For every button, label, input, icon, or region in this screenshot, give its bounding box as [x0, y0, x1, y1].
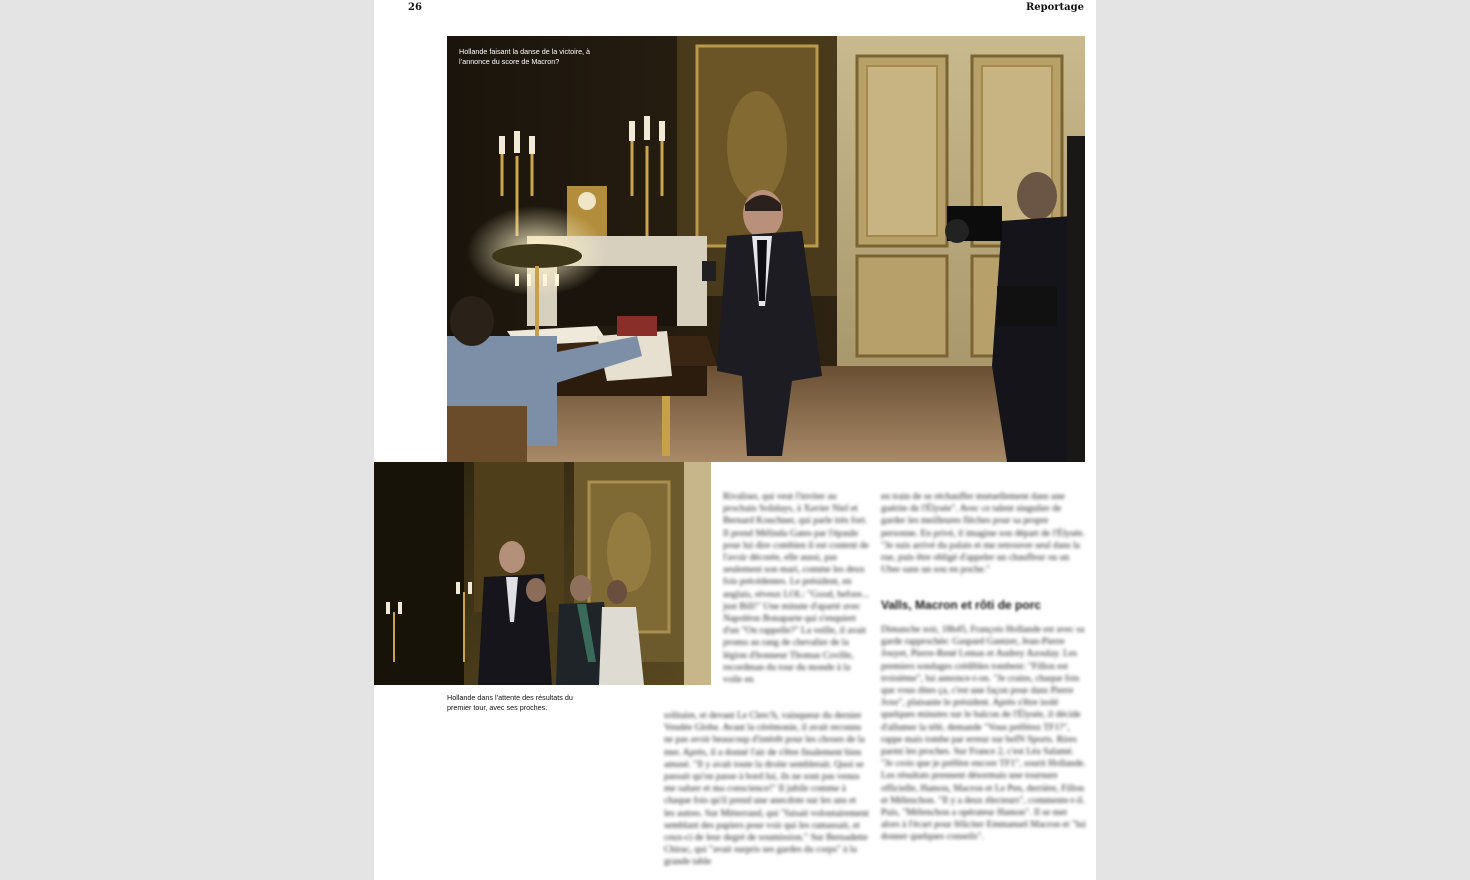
article-paragraph: en train de se réchauffer mutuellement dans une guérite de l'Élysée". Avec ce talent singulier de garder les meilleures flèches pour sa propre personne. En privé, il imagine son départ de l'Élysée. "Je suis arrivé du palais et me retrouver seul dans la rue, puis être obligé d'appeler un chauffeur ou un Uber sans un sou en poche.": [881, 491, 1085, 576]
magazine-page: [374, 0, 1096, 880]
article-column-1-continued: [664, 710, 869, 869]
article-paragraph: Dimanche soir, 18h45, François Hollande est avec sa garde rapprochée: Gaspard Gantzer, Jean-Pierre Jouyet, Pierre-René Lemas et Audrey Azoulay. Les premiers sondages crédibles tombent: "Fillon est troisième", lui annonce-t-on. "Je crains, chaque fois que vous dites ça, c'est une façon pour dans Pierre Joxe", plaisante le président. Après s'être isolé quelques minutes sur le balcon de l'Élysée, il décide d'allumer la télé, demande "Vous préférez TF1?", rappe mais tombe par erreur sur beIN Sports. Rires parmi les proches. Sur France 2, c'est Léa Salamé. "Je crois que je préfère encore TF1", sourit Hollande. Les résultats prennent désormais une tournure officielle, Hamon, Macron et Le Pen, derrière, Fillon et Mélenchon. "Il y a deux électeurs", commente-t-il. Puis, "Mélenchon a opérateur Hamon". Il se met alors à l'écart pour féliciter Emmanuel Macron et "lui donner quelques conseils".: [881, 624, 1086, 843]
article-paragraph: Rivaliser, qui veut l'inviter au prochain Solidays, à Xavier Niel et Bernard Kouchner, qui parle très fort. Il prend Mélinda Gates par l'épaule pour lui dire combien il est content de l'avoir décorée, elle aussi, pas seulement son mari, comme les deux fois précédentes. Le président, en anglais, réveux LOL: "Good, before... just Bill!" Une minute d'aparté avec Napoléon Bonaparte qui s'enquiert d'un "On rappelle?" La veille, il avait promu au rang de chevalier de la légion d'honneur Thomas Coville, recordman du tour du monde à la voile en: [723, 491, 869, 686]
main-photo: [447, 36, 1085, 462]
article-column-2: [881, 491, 1086, 576]
article-paragraph: solitaire, et devant Le Clerc'h, vainqueur du dernier Vendée Globe. Avant la cérémonie, il avait reconnu ne pas avoir beaucoup d'intérêt pour les choses de la mer. Après, il a donné l'air de s'être finalement bien amusé. "Il y avait toute la droite semblerait. Quoi se passait qu'on passe à bord lui, ils ne sont pas venus me saluer et ma conscience!" Il jubile comme à chaque fois qu'il prend une anecdote sur les uns et les autres. Sur Mitterrand, qui "faisait volontairement semblant des papiers pour voir qui les ramassait, et ceux-ci de leur degré de soumission." Sur Bernadette Chirac, qui "avait surpris ses gardes du corps" à la grande table: [664, 710, 869, 868]
section-title: Reportage: [1025, 2, 1084, 13]
article-column-2-continued: [881, 624, 1086, 844]
article-column-1: [723, 491, 869, 686]
main-photo-caption: Hollande faisant la danse de la victoire, à l’annonce du score de Macron?: [459, 47, 591, 66]
secondary-photo: [374, 462, 711, 685]
page-number: 26: [408, 2, 422, 13]
secondary-photo-caption: Hollande dans l’attente des résultats du premier tour, avec ses proches.: [447, 693, 573, 712]
article-subheading: Valls, Macron et rôti de porc: [881, 598, 1042, 612]
